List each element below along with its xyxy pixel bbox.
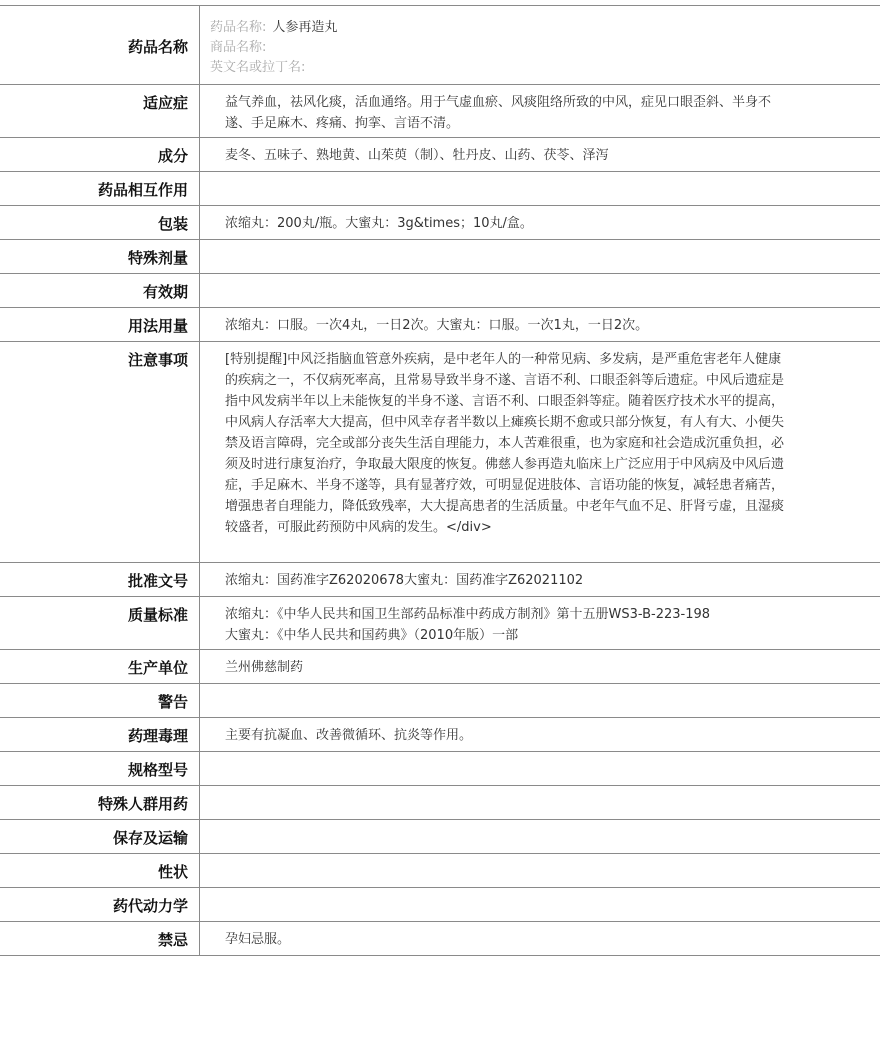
value-manufacturer: 兰州佛慈制药 xyxy=(225,660,304,675)
row-appearance xyxy=(0,854,880,888)
value-spec xyxy=(200,752,880,785)
generic-name-value: 人参再造丸 xyxy=(272,20,338,35)
trade-name-key: 商品名称: xyxy=(210,40,267,55)
row-usage xyxy=(0,308,880,342)
row-spec xyxy=(0,752,880,786)
row-manufacturer xyxy=(0,650,880,684)
label-approval: 批准文号 xyxy=(0,563,200,596)
row-packaging xyxy=(0,206,880,240)
label-usage: 用法用量 xyxy=(0,308,200,341)
value-pharmacology: 主要有抗凝血、改善微循环、抗炎等作用。 xyxy=(225,728,473,743)
value-packaging: 浓缩丸：200丸/瓶。大蜜丸：3g&times；10丸/盒。 xyxy=(225,216,533,231)
label-storage: 保存及运输 xyxy=(0,820,200,853)
row-storage xyxy=(0,820,880,854)
row-approval xyxy=(0,563,880,597)
label-spec: 规格型号 xyxy=(0,752,200,785)
value-interactions xyxy=(200,172,880,205)
row-expiry xyxy=(0,274,880,308)
standard-line-2: 大蜜丸：《中华人民共和国药典》（2010年版）一部 xyxy=(225,628,519,643)
value-standard xyxy=(200,597,880,649)
row-special-groups xyxy=(0,786,880,820)
row-drug-name xyxy=(0,6,880,85)
label-appearance: 性状 xyxy=(0,854,200,887)
value-ingredients: 麦冬、五味子、熟地黄、山茱萸（制）、牡丹皮、山药、茯苓、泽泻 xyxy=(225,148,609,163)
label-special-groups: 特殊人群用药 xyxy=(0,786,200,819)
value-appearance xyxy=(200,854,880,887)
value-drug-name xyxy=(200,6,880,84)
value-special-groups xyxy=(200,786,880,819)
label-contraindications: 禁忌 xyxy=(0,922,200,955)
row-special-dose xyxy=(0,240,880,274)
row-warning xyxy=(0,684,880,718)
row-standard xyxy=(0,597,880,650)
value-pharmacokinetics xyxy=(200,888,880,921)
value-indications: 益气养血，祛风化痰，活血通络。用于气虚血瘀、风痰阻络所致的中风，症见口眼歪斜、半身不遂、手足麻木、疼痛、拘挛、言语不清。 xyxy=(225,95,772,131)
standard-line-1: 浓缩丸：《中华人民共和国卫生部药品标准中药成方制剂》第十五册WS3-B-223-198 xyxy=(225,607,711,622)
label-expiry: 有效期 xyxy=(0,274,200,307)
label-standard: 质量标准 xyxy=(0,597,200,649)
label-pharmacology: 药理毒理 xyxy=(0,718,200,751)
value-storage xyxy=(200,820,880,853)
row-contraindications xyxy=(0,922,880,956)
value-approval: 浓缩丸：国药准字Z62020678大蜜丸：国药准字Z62021102 xyxy=(225,573,584,588)
label-pharmacokinetics: 药代动力学 xyxy=(0,888,200,921)
label-warning: 警告 xyxy=(0,684,200,717)
value-special-dose xyxy=(200,240,880,273)
row-interactions xyxy=(0,172,880,206)
value-precautions: [特别提醒]中风泛指脑血管意外疾病，是中老年人的一种常见病、多发病，是严重危害老年人健康的疾病之一，不仅病死率高，且常易导致半身不遂、言语不利、口眼歪斜等后遗症。中风后遗症是指中风发病半年以上未能恢复的半身不遂、言语不利、口眼歪斜等症。随着医疗技术水平的提高，中风病人存活率大大提高，但中风幸存者半数以上瘫痪长期不愈或只部分恢复，有人有大、小便失禁及语言障碍，完全或部分丧失生活自理能力，本人苦难很重，也为家庭和社会造成沉重负担，必须及时进行康复治疗，争取最大限度的恢复。佛慈人参再造丸临床上广泛应用于中风病及中风后遗症，手足麻木、半身不遂等，具有显著疗效，可明显促进肢体、言语功能的恢复，减轻患者痛苦，增强患者自理能力，降低致残率，大大提高患者的生活质量。中老年气血不足、肝肾亏虚，且湿痰较盛者，可服此药预防中风病的发生。</div> xyxy=(225,352,785,535)
english-name-key: 英文名或拉丁名: xyxy=(210,60,306,75)
row-indications xyxy=(0,85,880,138)
value-usage: 浓缩丸：口服。一次4丸，一日2次。大蜜丸：口服。一次1丸，一日2次。 xyxy=(225,318,649,333)
row-pharmacology xyxy=(0,718,880,752)
label-special-dose: 特殊剂量 xyxy=(0,240,200,273)
label-precautions: 注意事项 xyxy=(0,342,200,562)
label-indications: 适应症 xyxy=(0,85,200,137)
label-manufacturer: 生产单位 xyxy=(0,650,200,683)
value-expiry xyxy=(200,274,880,307)
row-precautions xyxy=(0,342,880,563)
generic-name-key: 药品名称: xyxy=(210,20,267,35)
value-contraindications: 孕妇忌服。 xyxy=(225,932,291,947)
row-ingredients xyxy=(0,138,880,172)
row-pharmacokinetics xyxy=(0,888,880,922)
drug-info-table xyxy=(0,5,880,956)
label-drug-name: 药品名称 xyxy=(0,6,200,84)
label-packaging: 包装 xyxy=(0,206,200,239)
label-interactions: 药品相互作用 xyxy=(0,172,200,205)
value-warning xyxy=(200,684,880,717)
label-ingredients: 成分 xyxy=(0,138,200,171)
